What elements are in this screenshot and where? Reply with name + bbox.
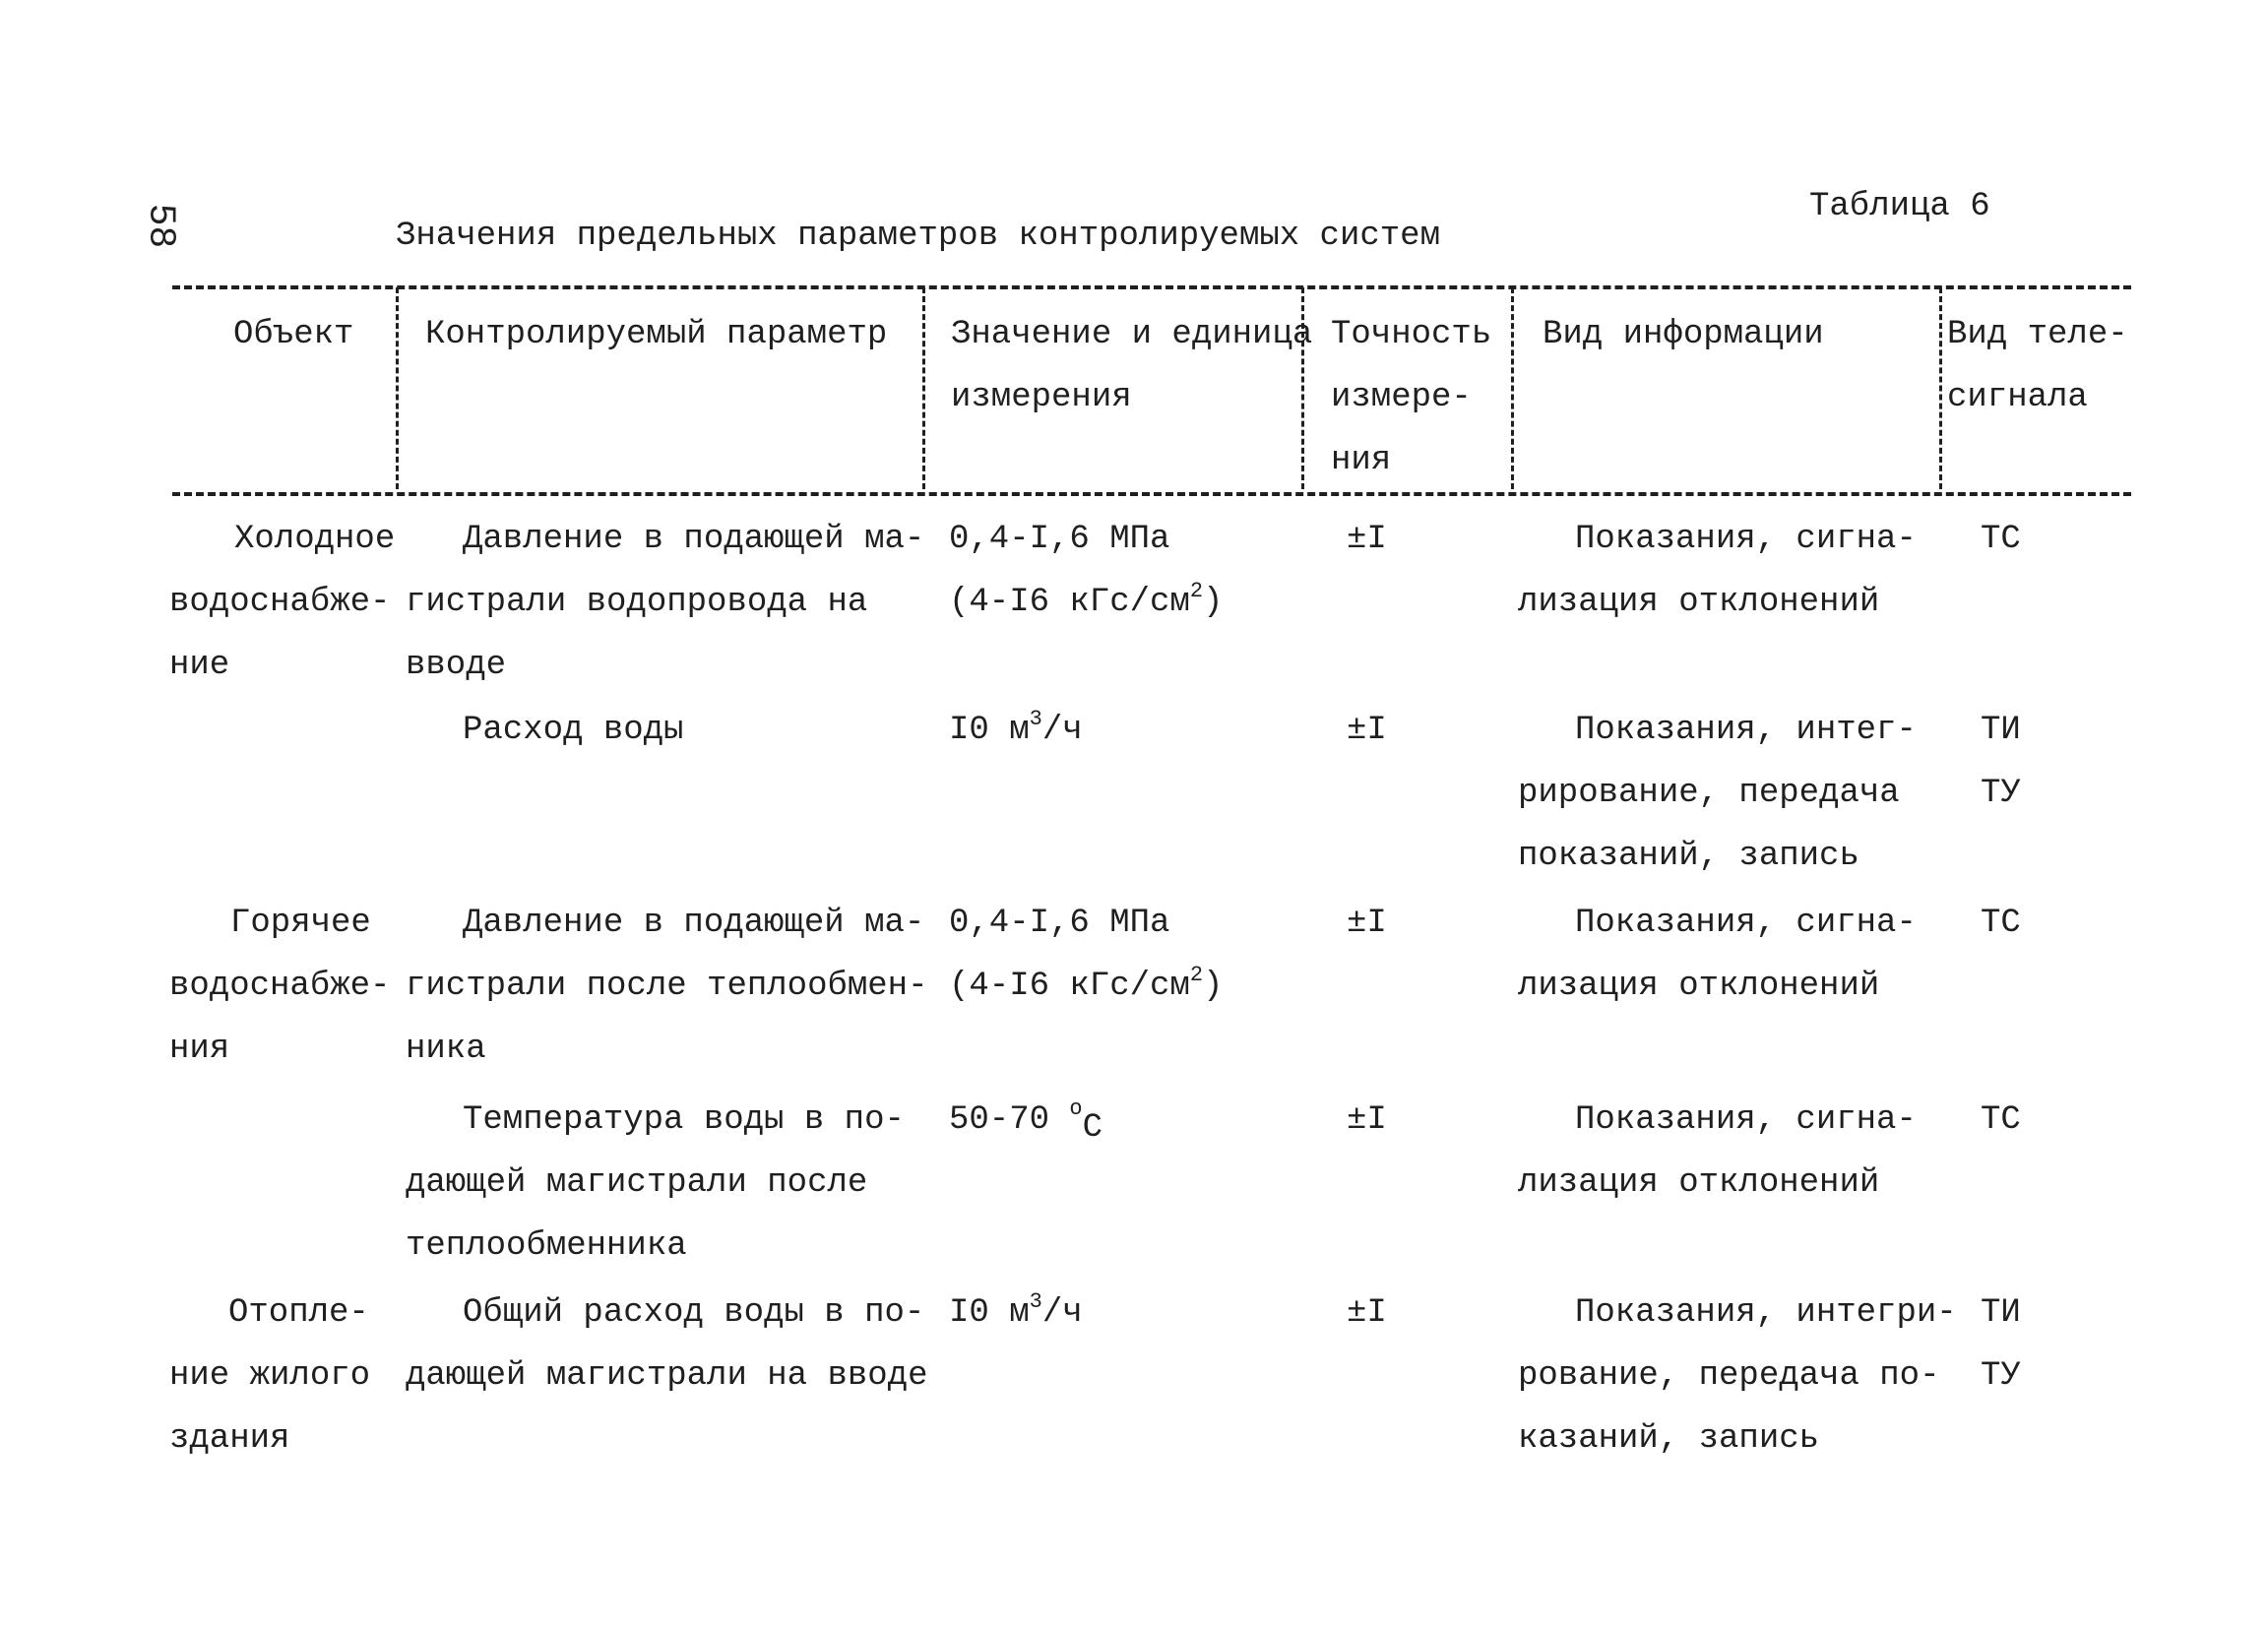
row1-value-line1: 0,4-I,6 МПа: [949, 521, 1170, 558]
header-value-line2: измерения: [951, 379, 1132, 416]
row2-info-line1: Показания, интег-: [1575, 712, 1917, 749]
header-param: Контролируемый параметр: [425, 316, 888, 353]
row2-accuracy: ±I: [1347, 712, 1387, 749]
row1-param-line1: Давление в подающей ма-: [463, 521, 925, 558]
row5-signal-line1: ТИ: [1981, 1294, 2021, 1332]
row3-info-line2: лизация отклонений: [1518, 968, 1880, 1005]
row3-signal-line1: ТС: [1981, 905, 2021, 942]
header-signal-line2: сигнала: [1947, 379, 2088, 416]
header-info: Вид информации: [1543, 316, 1824, 353]
row5-object-line1: Отопле-: [228, 1294, 369, 1332]
row5-object-line2: ние жилого: [169, 1357, 371, 1395]
row5-object-line3: здания: [169, 1420, 290, 1458]
row1-info-line2: лизация отклонений: [1518, 584, 1880, 621]
header-signal-line1: Вид теле-: [1947, 316, 2128, 353]
row2-param-line1: Расход воды: [463, 712, 684, 749]
row3-accuracy: ±I: [1347, 905, 1387, 942]
row3-param-line1: Давление в подающей ма-: [463, 905, 925, 942]
row3-param-line3: ника: [406, 1031, 486, 1068]
row4-param-line1: Температура воды в по-: [463, 1101, 905, 1139]
row3-value-line2: (4-I6 кГс/$см^2$): [949, 963, 1224, 1005]
col-sep-5: [1939, 287, 1942, 489]
row2-info-line3: показаний, запись: [1518, 838, 1859, 875]
header-value-line1: Значение и единица: [951, 316, 1313, 353]
row2-signal-line2: ТУ: [1981, 775, 2021, 812]
row4-value-line1: 50-70 $^о$С: [949, 1096, 1103, 1147]
row5-info-line2: рование, передача по-: [1518, 1357, 1940, 1395]
col-sep-4: [1511, 287, 1514, 489]
row3-object-line3: ния: [169, 1031, 230, 1068]
row4-accuracy: ±I: [1347, 1101, 1387, 1139]
row1-value-line2: (4-I6 кГс/$см^2$): [949, 579, 1224, 621]
row5-info-line1: Показания, интегри-: [1575, 1294, 1957, 1332]
col-sep-1: [396, 287, 399, 489]
row4-info-line1: Показания, сигна-: [1575, 1101, 1917, 1139]
row1-object-line3: ние: [169, 647, 230, 684]
row1-object-line1: Холодное: [234, 521, 396, 558]
row5-signal-line2: ТУ: [1981, 1357, 2021, 1395]
row4-signal-line1: ТС: [1981, 1101, 2021, 1139]
row1-accuracy: ±I: [1347, 521, 1387, 558]
row3-value-line1: 0,4-I,6 МПа: [949, 905, 1170, 942]
row4-param-line2: дающей магистрали после: [406, 1164, 868, 1202]
row5-param-line2: дающей магистрали на вводе: [406, 1357, 928, 1395]
row1-param-line2: гистрали водопровода на: [406, 584, 868, 621]
header-accuracy-line2: измере-: [1331, 379, 1472, 416]
row5-param-line1: Общий расход воды в по-: [463, 1294, 925, 1332]
row4-info-line2: лизация отклонений: [1518, 1164, 1880, 1202]
header-object: Объект: [233, 316, 354, 353]
col-sep-2: [922, 287, 925, 489]
row3-object-line2: водоснабже-: [169, 968, 391, 1005]
row2-info-line2: рирование, передача: [1518, 775, 1900, 812]
row4-param-line3: теплообменника: [406, 1227, 687, 1265]
row1-object-line2: водоснабже-: [169, 584, 391, 621]
table-title: Значения предельных параметров контролируемых систем: [396, 218, 1440, 255]
row1-info-line1: Показания, сигна-: [1575, 521, 1917, 558]
header-bottom-rule: [172, 492, 2131, 496]
row5-info-line3: казаний, запись: [1518, 1420, 1820, 1458]
row3-info-line1: Показания, сигна-: [1575, 905, 1917, 942]
row3-param-line2: гистрали после теплообмен-: [406, 968, 928, 1005]
row1-param-line3: вводе: [406, 647, 507, 684]
row2-value-line1: I0 $м^3/ч$: [949, 707, 1083, 749]
header-accuracy-line1: Точность: [1331, 316, 1492, 353]
row2-signal-line1: ТИ: [1981, 712, 2021, 749]
row3-object-line1: Горячее: [230, 905, 371, 942]
row1-signal-line1: ТС: [1981, 521, 2021, 558]
table-label: Таблица 6: [1809, 188, 1990, 225]
page-number: 58: [139, 203, 182, 249]
header-accuracy-line3: ния: [1331, 442, 1392, 479]
row5-value-line1: I0 $м^3/ч$: [949, 1289, 1083, 1332]
row5-accuracy: ±I: [1347, 1294, 1387, 1332]
header-top-rule: [172, 285, 2131, 289]
